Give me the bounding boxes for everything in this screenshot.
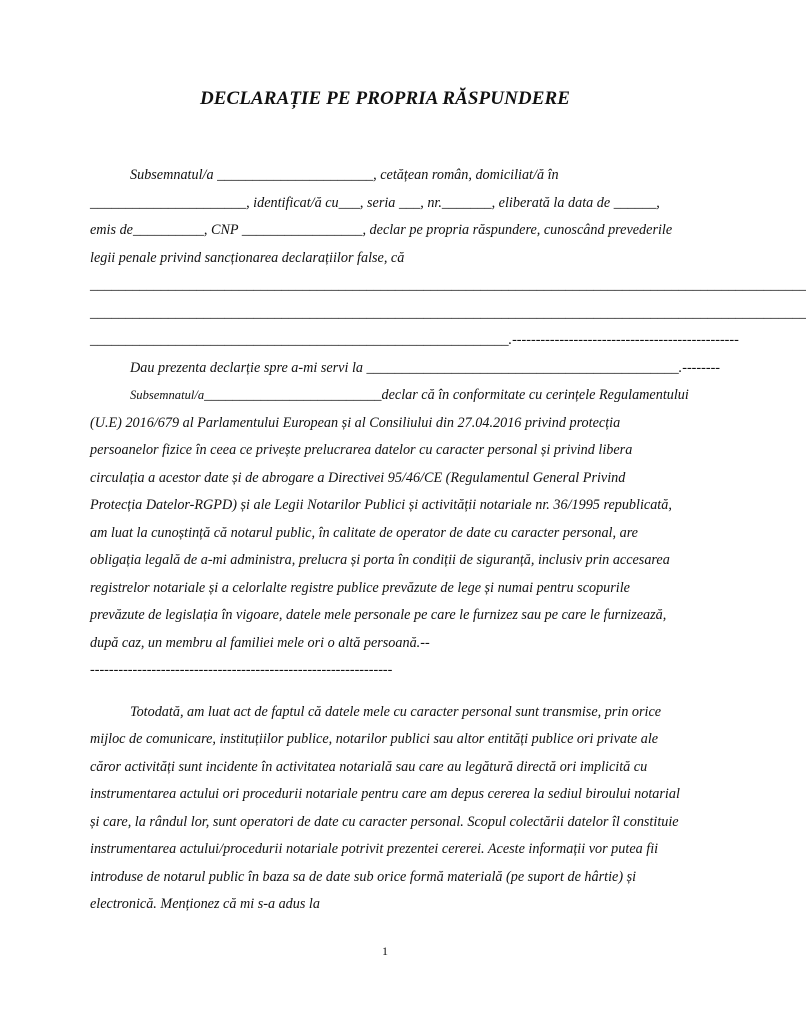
transfer-line: Totodată, am luat act de faptul că datele mele cu caracter personal sunt transmise, prin <box>130 703 629 720</box>
purpose-line: Dau prezenta declarție spre a-mi servi la ____________________________________________.-------- <box>130 359 721 376</box>
gdpr-line: furnizez sau pe care le furnizează, după caz, un membru al familiei mele ori o altă persoană.-- <box>90 607 667 651</box>
blank-line: _____________________________________________________________________________________________________ <box>90 277 806 293</box>
transfer-line: prezentei cererei. Aceste informații vor putea fii introduse de notarul public în baza sa de date <box>90 841 659 885</box>
intro-line: Subsemnatul/a ______________________, cetățean român, domiciliat/ă în <box>130 167 559 183</box>
transfer-line: Scopul colectării datelor îl constituie instrumentarea actului/procedurii notariale potrivit <box>90 813 679 857</box>
gdpr-line: republicată, am luat la cunoștință că notarul public, în calitate de operator de date cu caracter <box>90 497 672 541</box>
blank-line: _____________________________________________________________________________________________________ <box>90 304 806 321</box>
gdpr-line: _________________________declar că în conformitate cu cerințele Regulamentului <box>204 387 689 403</box>
blank-line: ___________________________________________________________.------------------------------------------------ <box>90 332 739 348</box>
intro-line: de__________, CNP _________________, declar pe propria răspundere, cunoscând prevederile legii <box>90 222 673 266</box>
transfer-line: orice mijloc de comunicare, instituțiilor publice, notarilor publici sau altor entități publice ori <box>90 703 662 747</box>
intro-line: ______________________, identificat/ă cu___, seria ___, nr._______, eliberată la data de ______, emis <box>90 194 660 238</box>
gdpr-line: personal, are obligația legală de a-mi administra, prelucra și porta în condiții de siguranță, <box>90 524 638 568</box>
gdpr-line: circulația a acestor date și de abrogare a Directivei 95/46/CE (Regulamentul General Privind <box>90 469 626 486</box>
gdpr-line: numai pentru scopurile prevăzute de legislația în vigoare, datele mele personale pe care le <box>90 579 630 623</box>
transfer-line: private ale căror activități sunt incidente în activitatea notarială sau care au legătură directă <box>90 731 659 775</box>
gdpr-first-line <box>90 382 689 410</box>
gdpr-line: (U.E) 2016/679 al Parlamentului European și al Consiliului din 27.04.2016 privind protecția <box>90 414 621 431</box>
gdpr-line: Protecția Datelor-RGPD) și ale Legii Notarilor Publici și activității notariale nr. 36/1995 <box>90 497 600 513</box>
gdpr-lead: Subsemnatul/a <box>130 388 205 402</box>
gdpr-line: persoanelor fizice în ceea ce privește prelucrarea datelor cu caracter personal și privind libera <box>90 442 633 458</box>
document-title: DECLARAȚIE PE PROPRIA RĂSPUNDERE <box>199 88 571 109</box>
transfer-line: la sediul biroului notarial și care, la rândul lor, sunt operatori de date cu caracter personal. <box>90 786 680 830</box>
gdpr-line: inclusiv prin accesarea registrelor notariale și a celorlalte registre publice prevăzute de lege și <box>90 552 670 596</box>
transfer-line: ori implicită cu instrumentarea actului ori procedurii notariale pentru care am depus cererea <box>90 758 648 802</box>
paragraph-gap <box>90 685 681 699</box>
transfer-line: sub orice formă materială (pe suport de hârtie) și electronică. Menționez că mi s-a adus la <box>90 868 637 912</box>
intro-line: penale privind sancționarea declarațiilor false, că <box>118 249 405 266</box>
document-body <box>90 162 806 919</box>
gdpr-line: ---------------------------------------------------------------- <box>90 662 393 678</box>
page-number: 1 <box>382 944 388 958</box>
